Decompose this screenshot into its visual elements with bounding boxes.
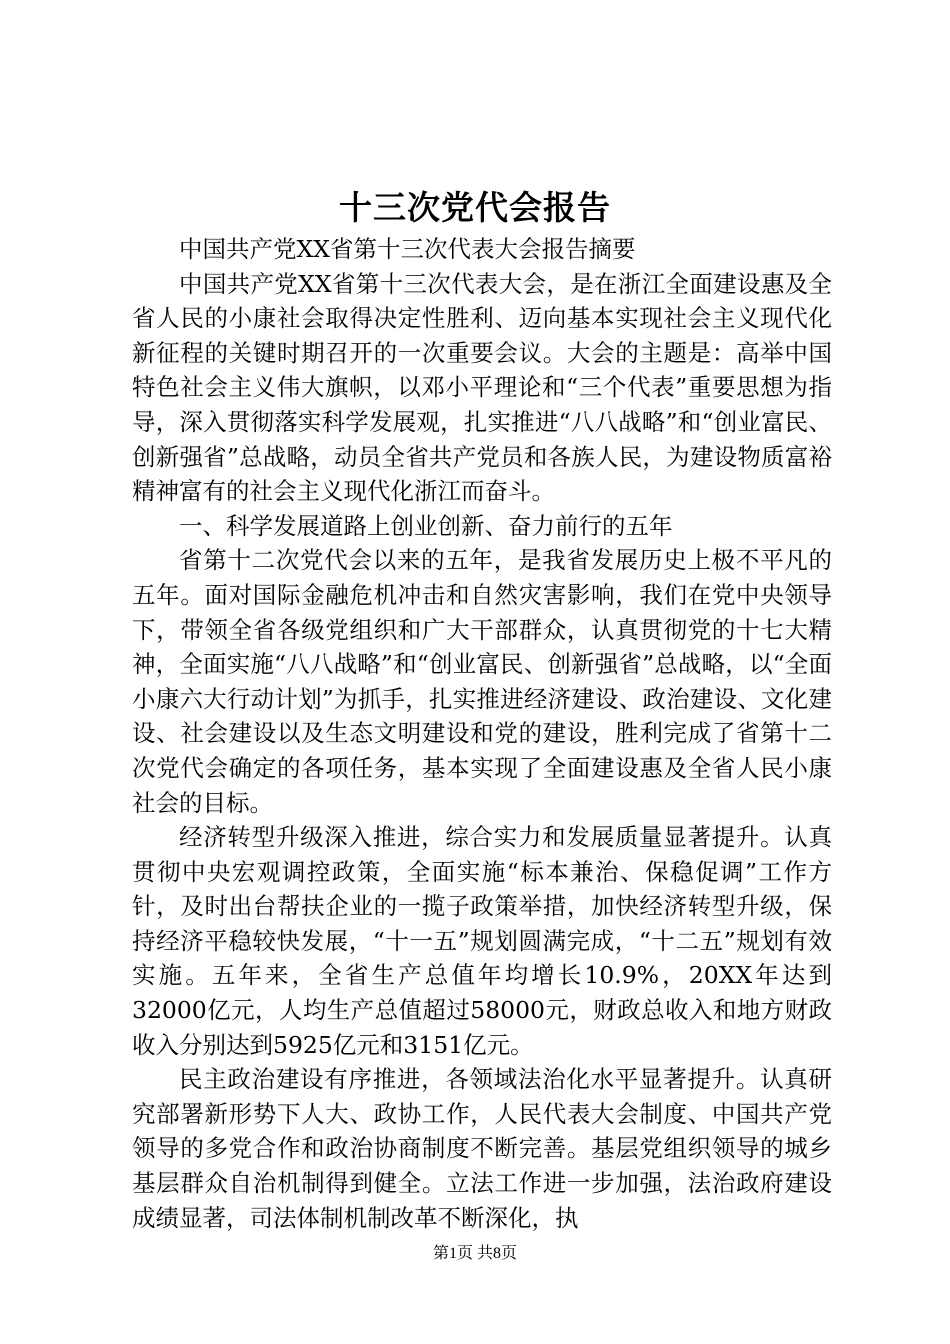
section-heading-one: 一、科学发展道路上创业创新、奋力前行的五年 — [179, 511, 673, 540]
paragraph-democracy: 民主政治建设有序推进，各领域法治化水平显著提升。认真研究部署新形势下人大、政协工作，人民代表大会制度、中国共产党领导的多党合作和政治协商制度不断完善。基层党组织领导的城乡基层群众自治机制得到健全。立法工作进一步加强，法治政府建设成绩显著，司法体制机制改革不断深化，执 — [132, 1065, 832, 1232]
paragraph-summary-heading: 中国共产党XX省第十三次代表大会报告摘要 — [179, 235, 636, 263]
paragraph-five-years: 省第十二次党代会以来的五年，是我省发展历史上极不平凡的五年。面对国际金融危机冲击和自然灾害影响，我们在党中央领导下，带领全省各级党组织和广大干部群众，认真贯彻党的十七大精神，全面实施“八八战略”和“创业富民、创新强省”总战略，以“全面小康六大行动计划”为抓手，扎实推进经济建设、政治建设、文化建设、社会建设以及生态文明建设和党的建设，胜利完成了省第十二次党代会确定的各项任务，基本实现了全面建设惠及全省人民小康社会的目标。 — [132, 546, 832, 817]
page-footer: 第1页 共8页 — [432, 1245, 517, 1262]
paragraph-economy: 经济转型升级深入推进，综合实力和发展质量显著提升。认真贯彻中央宏观调控政策，全面实施“标本兼治、保稳促调”工作方针，及时出台帮扶企业的一揽子政策举措，加快经济转型升级，保持经济平稳较快发展，“十一五”规划圆满完成，“十二五”规划有效实施。五年来，全省生产总值年均增长10.9%，20XX年达到32000亿元，人均生产总值超过58000元，财政总收入和地方财政收入分别达到5925亿元和3151亿元。 — [132, 823, 832, 1059]
document-body — [132, 232, 832, 1235]
document-title: 十三次党代会报告 — [339, 188, 611, 227]
paragraph-intro: 中国共产党XX省第十三次代表大会，是在浙江全面建设惠及全省人民的小康社会取得决定性胜利、迈向基本实现社会主义现代化新征程的关键时期召开的一次重要会议。大会的主题是：高举中国特色社会主义伟大旗帜，以邓小平理论和“三个代表”重要思想为指导，深入贯彻落实科学发展观，扎实推进“八八战略”和“创业富民、创新强省”总战略，动员全省共产党员和各族人民，为建设物质富裕精神富有的社会主义现代化浙江而奋斗。 — [132, 269, 832, 506]
